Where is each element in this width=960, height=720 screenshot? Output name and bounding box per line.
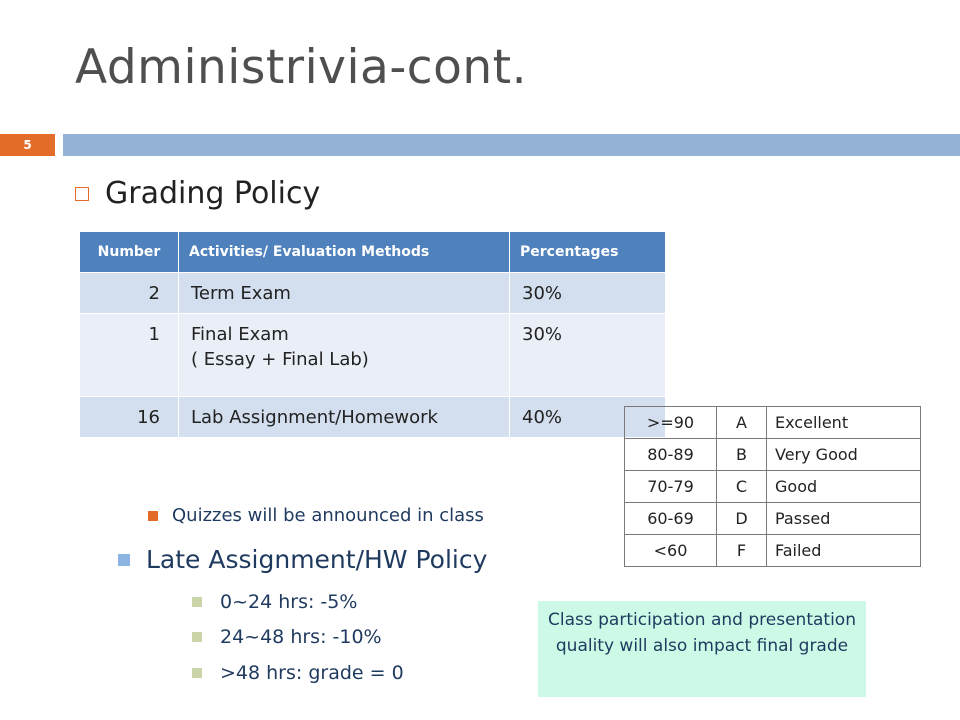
header-activities: Activities/ Evaluation Methods: [179, 232, 510, 273]
scale-letter: B: [717, 439, 767, 471]
row-percentage: 30%: [510, 314, 666, 397]
late-item-text: 0~24 hrs: -5%: [220, 591, 358, 613]
scale-range: >=90: [625, 407, 717, 439]
late-item-text: >48 hrs: grade = 0: [220, 662, 404, 684]
heading-text: Grading Policy: [105, 176, 321, 211]
late-item: [192, 591, 357, 613]
grading-table: [80, 232, 666, 437]
scale-label: Excellent: [767, 407, 921, 439]
row-activity-line1: Final Exam: [191, 324, 289, 345]
scale-letter: F: [717, 535, 767, 567]
scale-range: 70-79: [625, 471, 717, 503]
row-number: 16: [80, 397, 179, 438]
blue-square-bullet-icon: [118, 554, 130, 566]
scale-range: 60-69: [625, 503, 717, 535]
late-item: [192, 662, 404, 684]
header-number: Number: [80, 232, 179, 273]
table-row: [625, 471, 921, 503]
row-percentage: 40%: [510, 397, 666, 438]
table-row: [625, 439, 921, 471]
table-row: [80, 273, 666, 314]
row-activity: Lab Assignment/Homework: [179, 397, 510, 438]
scale-letter: C: [717, 471, 767, 503]
row-number: 1: [80, 314, 179, 397]
row-number: 2: [80, 273, 179, 314]
table-row: [625, 503, 921, 535]
row-activity: Term Exam: [179, 273, 510, 314]
grading-table-header: [80, 232, 666, 273]
orange-square-bullet-icon: [148, 511, 158, 521]
title-divider-bar: [63, 134, 960, 156]
scale-range: <60: [625, 535, 717, 567]
scale-label: Passed: [767, 503, 921, 535]
scale-letter: A: [717, 407, 767, 439]
table-row: [80, 314, 666, 397]
scale-label: Very Good: [767, 439, 921, 471]
table-row: [625, 407, 921, 439]
late-item-text: 24~48 hrs: -10%: [220, 626, 382, 648]
scale-label: Good: [767, 471, 921, 503]
scale-range: 80-89: [625, 439, 717, 471]
scale-letter: D: [717, 503, 767, 535]
late-item: [192, 626, 382, 648]
grading-policy-heading: [75, 176, 320, 211]
header-percentages: Percentages: [510, 232, 666, 273]
slide-title: Administrivia-cont.: [75, 40, 528, 95]
olive-square-bullet-icon: [192, 632, 202, 642]
scale-label: Failed: [767, 535, 921, 567]
late-policy-text: Late Assignment/HW Policy: [146, 545, 488, 574]
olive-square-bullet-icon: [192, 668, 202, 678]
table-row: [80, 397, 666, 438]
participation-note: Class participation and presentation quality will also impact final grade: [538, 601, 866, 697]
hollow-square-bullet-icon: [75, 187, 89, 201]
slide-number: 5: [0, 134, 55, 156]
quizzes-bullet: [148, 505, 484, 526]
olive-square-bullet-icon: [192, 597, 202, 607]
row-percentage: 30%: [510, 273, 666, 314]
late-policy-bullet: [118, 545, 487, 574]
grade-scale-table: [624, 406, 921, 567]
table-row: [625, 535, 921, 567]
row-activity: [179, 314, 510, 397]
row-activity-line2: ( Essay + Final Lab): [191, 349, 369, 370]
quizzes-text: Quizzes will be announced in class: [172, 505, 484, 526]
